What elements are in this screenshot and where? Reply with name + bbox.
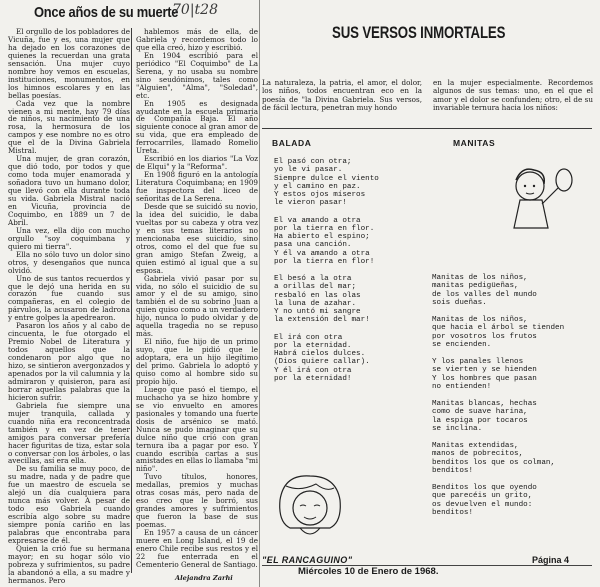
child-illustration (500, 158, 590, 238)
child-eye (533, 185, 535, 187)
article-paragraph: Una vez, ella dijo con mucho orgullo "soy coquimbana y quiero mi tierra". (8, 225, 130, 251)
poem-stanza: El besó a la otra a orillas del mar; resbaló en las olas la luna de azahar. Y no untó mi sangre la extensión del mar! (274, 275, 370, 325)
girl-mouth (304, 517, 316, 519)
article-paragraph: En 1905 es designada ayudante en la escuela primaria de Compañía Baja. El año siguiente conoce al gran amor de su vida, que era empleado de ferrocarriles, llamado Romelio Ureta. (136, 98, 258, 156)
poems-title: SUS VERSOS INMORTALES (332, 23, 506, 42)
manitas-title: MANITAS (453, 138, 496, 148)
girl-fringe (286, 484, 334, 489)
mirror-icon (556, 169, 572, 191)
girl-eyes (300, 505, 320, 506)
article-column-2 (136, 28, 258, 573)
intro-rule (262, 128, 592, 129)
poem-stanza: Manitas blancas, hechas como de suave harina, la espiga por tocaros se inclina. (432, 400, 537, 433)
balada-title: BALADA (272, 138, 312, 148)
poem-stanza: El irá con otra por la eternidad. Habrá cielos dulces. (Dios quiere callar). Y él irá con otra por la eternidad! (274, 333, 370, 383)
handwritten-mark: 70|t28 (172, 2, 218, 18)
article-paragraph: Cada vez que la nombre vienen a mi mente, hay 79 días de niños, su nacimiento de una rosa, la hermosura de los campos y ese nombre no es otro que el de la Divina Gabriela Mistral. (8, 98, 130, 156)
article-paragraph: Una mujer, de gran corazón, que dió todo, por todos y que como toda mujer enamorada y soñadora tuvo un humano dolor, que llevó con ella durante toda su vida. Gabriela Mistral nació en Vicuña, provincia de Coquimbo, en 1889 un 7 de Abril. (8, 154, 130, 227)
article-paragraph: Tuvo títulos, honores, medallas, premios y muchas otras cosas más, pero nada de eso creo que le borró, sus grandes amores y sufrimientos que fueron la base de sus poemas. (136, 472, 258, 530)
article-paragraph: Quien la crió fue su hermana mayor; en su hogar sólo vio pobreza y sufrimientos, su padre la abandonó a ella, a su madre y hermanos. Pero (8, 543, 130, 585)
girl-hair (280, 476, 341, 528)
article-headline: Once años de su muerte (34, 4, 179, 21)
page-number: Página 4 (532, 555, 570, 565)
manitas-poem (432, 274, 564, 526)
child-eye (524, 185, 526, 187)
article-paragraph: Luego que pasó el tiempo, el muchacho ya se hizo hombre y se vio envuelto en amores pasionales y tomando una fuerte dosis de arsénico se mató. Nunca se pudo imaginar que su dulce niño que crió con gran ternura iba a pagar por eso. Y cuando escribía cartas a sus amistades en ellas lo llamaba "mi niño". (136, 384, 258, 474)
column-divider (131, 28, 132, 573)
article-paragraph: hablemos más de ella, de Gabriela y recordemos todo lo que ella creó, hizo y escribió. (136, 27, 258, 52)
child-head (516, 172, 544, 200)
article-paragraph: Gabriela vivió pasar por su vida, no sólo el suicidio de su amor y el de su amigo, sino también el de su sobrino Juan a quien quiso como a un verdadero hijo, nunca lo pudo olvidar y de aquella tragedia no se repuso más. (136, 273, 258, 339)
page-divider (259, 0, 260, 587)
article-paragraph: El niño, fue hijo de un primo suyo, que le pidió que le adoptara, era un hijo ilegítimo del primo. Gabriela lo adoptó y quiso como al hombre sido su propio hijo. (136, 337, 258, 386)
issue-date: Miércoles 10 de Enero de 1968. (298, 566, 439, 577)
poem-stanza: Y los panales llenos se vierten y se hienden Y los hombres que pasan no entienden! (432, 358, 537, 391)
article-paragraph: Pasaron los años y al cabo de cincuenta, le fue otorgado el Premio Nobel de Literatura y todos aquellos que la condenaron por algo que no hizo, se sintieron avergonzados y apenados por la vil calumnia y la admiraron y quisieron, para así borrar aquellas palabras que la hicieron sufrir. (8, 321, 130, 402)
poem-stanza: Benditos los que oyendo que parecéis un grito, os devuelven el mundo: benditos! (432, 484, 537, 517)
poem-stanza: Manitas de los niños, que hacia el árbol se tienden por vosotros los frutos se encienden. (432, 316, 565, 349)
girl-collar (300, 528, 320, 534)
article-paragraph: Desde que se suicidó su novio, la idea del suicidio, le daba vueltas por su cabeza y otra vez y en sus temas literarios no mencionaba ese suicidio, sino otros, como el del que fue su gran amigo Stefan Zweig, a quien estimó al igual que a su esposa. (136, 201, 258, 275)
poem-stanza: Manitas de los niños, manitas pedigüeñas, de los valles del mundo sois dueñas. (432, 274, 537, 307)
poem-stanza: Manitas extendidas, manos de pobrecitos, benditos los que os colman, benditos! (432, 442, 556, 475)
poems-intro-right: en la mujer especialmente. Recordemos algunos de sus temas: uno, en el que el amor y el dolor se confunden; otro, el de su invariable ternura hacia los niños: (433, 78, 593, 112)
article-paragraph: El orgullo de los pobladores de Vicuña, fue y es, una mujer que ha dejado en los corazones de quienes la recuerdan una grata sensación. Una mujer cuyo nombre hoy vemos en escuelas, instituciones, monumentos, en los himnos escolares y en las bellas poesías. (8, 27, 130, 100)
child-body (514, 200, 548, 228)
article-paragraph: En 1904 escribió para el periódico "El Coquimbo" de La Serena, y no usaba su nombre sino seudónimos, tales como "Alguien", "Alma", "Soledad", etc. (136, 50, 258, 100)
article-paragraph: Uno de sus tantos recuerdos y que le dejó una herida en su corazón fue cuando sus compañeras, en el colegio de párvulos, la acusaron de ladrona y entre golpes la apedrearon. (8, 273, 130, 323)
article-paragraph: En 1957 a causa de un cáncer muere en Long Island, el 19 de enero Chile recibe sus restos y el 22 fue enterrada en el Cementerio General de Santiago. (136, 528, 258, 569)
child-arm (542, 188, 558, 204)
article-paragraph: Escribió en los diarios "La Voz de Elqui" y la "Reforma". (136, 154, 258, 172)
article-paragraph: En 1908 figuró en la antología Literatura Coquimbana; en 1909 fue inspectora del liceo de señoritas de La Serena. (136, 170, 258, 204)
girl-illustration (270, 470, 350, 550)
article-byline: Alejandra Zarhi (175, 574, 233, 582)
article-paragraph: De su familia se muy poco, de su madre, nada y de padre que fue un maestro de escuela se alejó un día cualquiera para nunca más volver. A pesar de todo eso Gabriela cuando escribía algo sobre su madre siempre ponía cariño en las palabras que encontraba para expresarse de él. (8, 464, 130, 545)
newspaper-name: "EL RANCAGUINO" (262, 555, 353, 565)
article-paragraph: Gabriela fue siempre una mujer tranquila, callada y cuando niña era reconcentrada también y en vez de tener amigos para conversar prefería hacer figuritas de tiza, estar sola o conversar con los árboles, o las avecillas, así era ella. (8, 400, 130, 466)
article-column-1 (8, 27, 130, 585)
poem-stanza: El va amando a otra por la tierra en flor. Ha abierto el espino; pasa una canción. Y él va amando a otra por la tierra en flor! (274, 216, 375, 266)
child-mouth (526, 193, 534, 194)
poems-intro-left: La naturaleza, la patria, el amor, el dolor, los niños, todos encuentran eco en la poesía de "la Divina Gabriela. Sus versos, de fácil lectura, penetran muy hondo (262, 78, 422, 112)
article-paragraph: Ella no sólo tuvo un dolor sino otros, y desengaños que nunca olvidó. (8, 249, 130, 275)
poem-stanza: El pasó con otra; yo le vi pasar. Siempre dulce el viento y el camino en paz. Y estos ojos míseros le vieron pasar! (274, 158, 379, 208)
girl-face (293, 491, 327, 525)
balada-poem (274, 158, 379, 392)
